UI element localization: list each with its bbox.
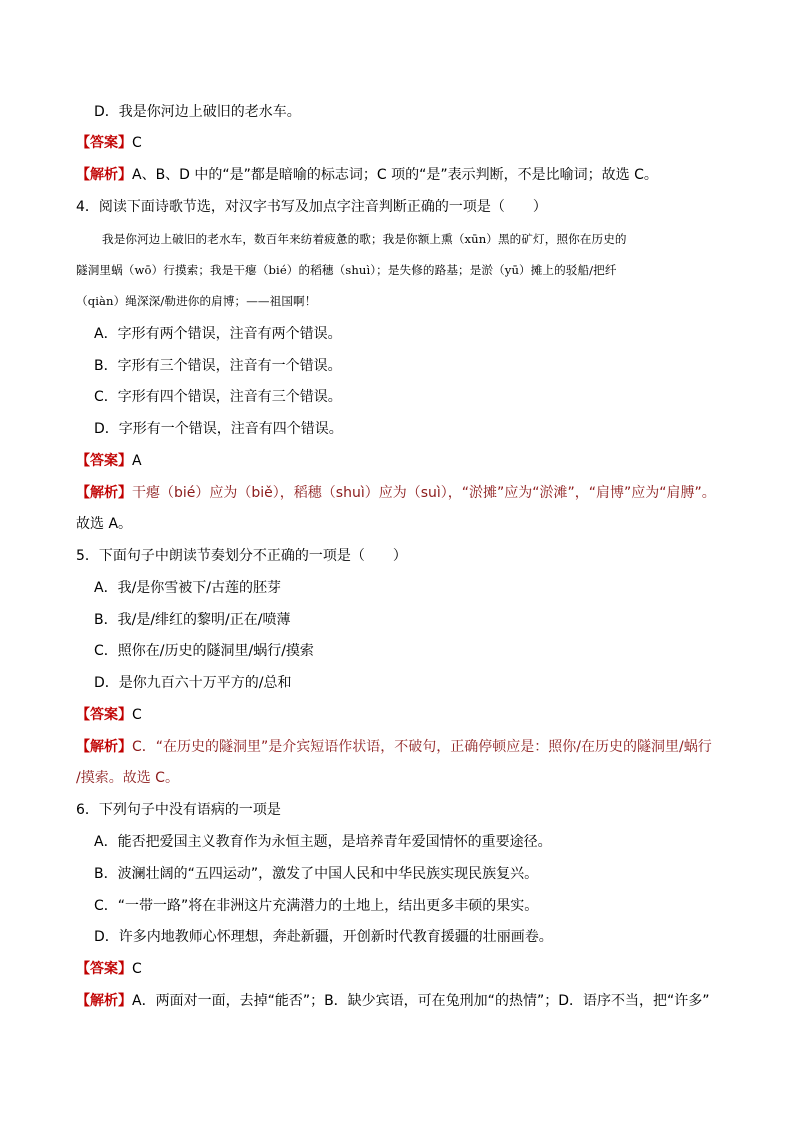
q4-poem-line-2: 隧洞里蜗（wō）行摸索；我是干瘪（bié）的稻穗（shuì）；是失修的路基；是淤（yū）摊上的驳船/把纤: [76, 263, 617, 277]
answer-tag: 【答案】: [76, 961, 132, 977]
answer-tag: 【答案】: [76, 135, 132, 151]
analysis-tag: 【解析】: [76, 739, 132, 755]
q5-option-c: C．照你在/历史的隧洞里/蜗行/摸索: [94, 643, 314, 659]
analysis-text: A．两面对一面，去掉“能否”；B．缺少宾语，可在兔刑加“的热情”；D．语序不当，把“许多”: [132, 993, 710, 1009]
q6-option-d: D．许多内地教师心怀理想，奔赴新疆，开创新时代教育援疆的壮丽画卷。: [94, 929, 553, 945]
q3-option-d: D．我是你河边上破旧的老水车。: [94, 104, 301, 120]
q3-analysis: [76, 165, 658, 185]
q6-option-c: C．“一带一路”将在非洲这片充满潜力的土地上，结出更多丰硕的果实。: [94, 898, 539, 914]
answer-value: C: [132, 961, 142, 977]
q6-option-a: A．能否把爱国主义教育作为永恒主题，是培养青年爱国情怀的重要途径。: [94, 834, 552, 850]
q4-option-a: A．字形有两个错误，注音有两个错误。: [94, 326, 342, 342]
q5-stem: 5．下面句子中朗读节奏划分不正确的一项是（ ）: [76, 548, 407, 564]
q4-stem: 4．阅读下面诗歌节选，对汉字书写及加点字注音判断正确的一项是（ ）: [76, 199, 547, 215]
analysis-text: A、B、D 中的“是”都是暗喻的标志词；C 项的“是”表示判断，不是比喻词；故选 C。: [132, 167, 658, 183]
analysis-tag: 【解析】: [76, 993, 132, 1009]
answer-value: C: [132, 135, 142, 151]
q4-poem-line-1: 我是你河边上破旧的老水车，数百年来纺着疲惫的歌；我是你额上熏（xūn）黑的矿灯，照你在历史的: [102, 232, 627, 246]
analysis-text: 干瘪（bié）应为（biě），稻穗（shuì）应为（suì），“淤摊”应为“淤滩”，“肩博”应为“肩膊”。: [132, 485, 716, 501]
q5-option-d: D．是你九百六十万平方的/总和: [94, 675, 292, 691]
answer-value: A: [132, 453, 142, 469]
q6-option-b: B．波澜壮阔的“五四运动”，激发了中国人民和中华民族实现民族复兴。: [94, 866, 539, 882]
q4-poem-line-3: （qiàn）绳深深/勒进你的肩博；——祖国啊！: [76, 294, 317, 308]
q6-stem: 6．下列句子中没有语病的一项是: [76, 802, 281, 818]
answer-value: C: [132, 707, 142, 723]
q4-analysis-continued: 故选 A。: [76, 516, 133, 532]
answer-tag: 【答案】: [76, 707, 132, 723]
answer-tag: 【答案】: [76, 453, 132, 469]
analysis-text: C．“在历史的隧洞里”是介宾短语作状语，不破句，正确停顿应是：照你/在历史的隧洞里/蜗行: [132, 739, 712, 755]
q5-answer: [76, 705, 142, 725]
q4-option-d: D．字形有一个错误，注音有四个错误。: [94, 421, 343, 437]
q4-analysis: [76, 483, 716, 503]
analysis-tag: 【解析】: [76, 167, 132, 183]
q4-option-b: B．字形有三个错误，注音有一个错误。: [94, 358, 342, 374]
q6-answer: [76, 959, 142, 979]
analysis-tag: 【解析】: [76, 485, 132, 501]
q5-analysis-continued: /摸索。故选 C。: [76, 770, 179, 786]
q4-answer: [76, 451, 142, 471]
q5-option-b: B．我/是/绯红的黎明/正在/喷薄: [94, 612, 291, 628]
q3-answer: [76, 133, 142, 153]
q4-option-c: C．字形有四个错误，注音有三个错误。: [94, 389, 342, 405]
q5-analysis: [76, 737, 712, 757]
q6-analysis: [76, 991, 709, 1011]
q5-option-a: A．我/是你雪被下/古莲的胚芽: [94, 580, 282, 596]
